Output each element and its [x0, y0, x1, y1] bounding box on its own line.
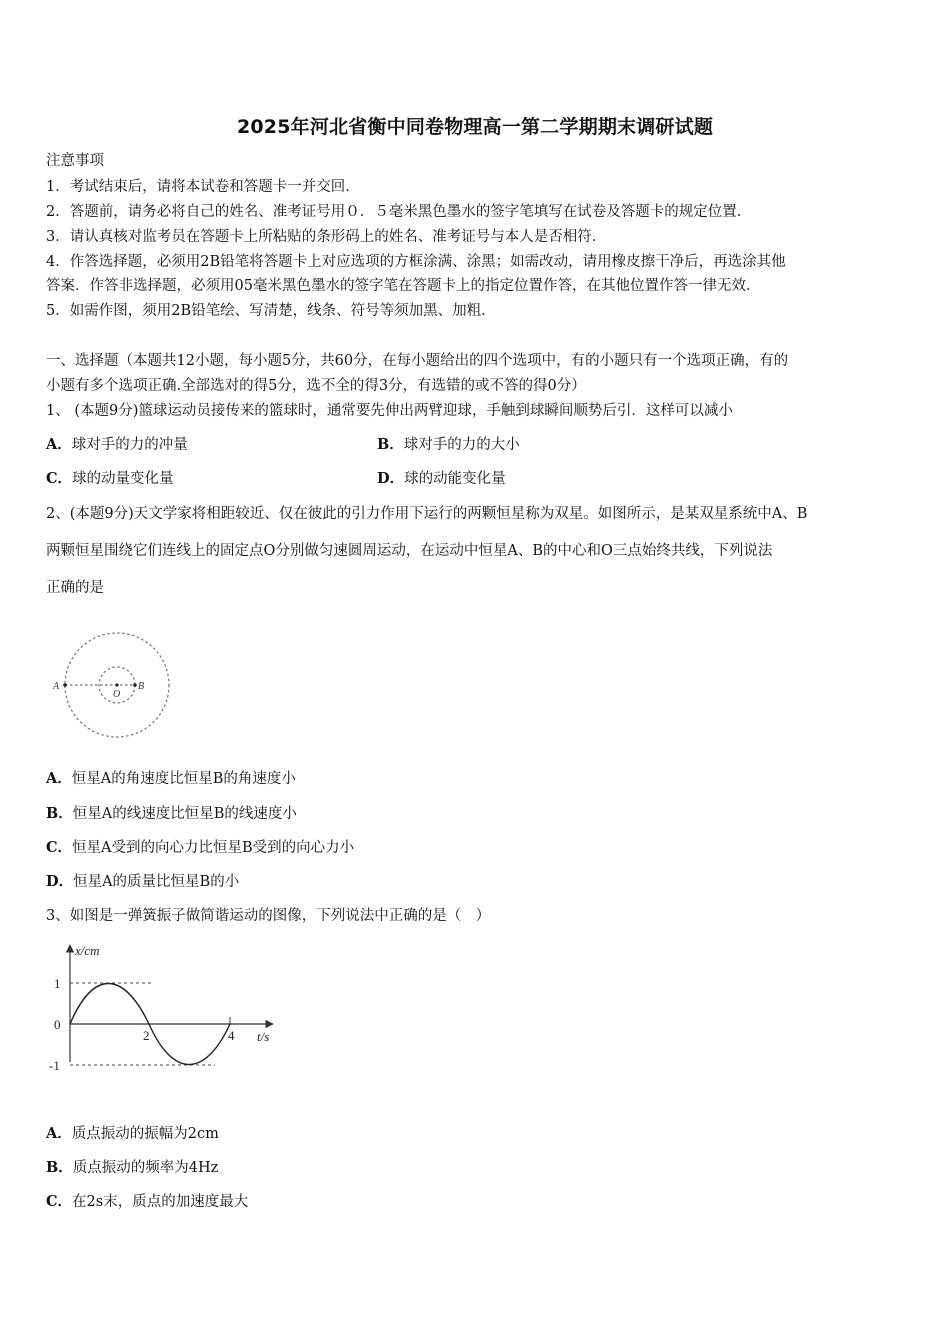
q2-stem-line-2: 两颗恒星围绕它们连线上的固定点O分别做匀速圆周运动，在运动中恒星A、B的中心和O三点始终共线，下列说法	[46, 543, 773, 559]
option-letter: C．	[46, 1193, 73, 1210]
tick-x-2: 2	[143, 1028, 150, 1043]
option-text: 球的动能变化量	[404, 471, 506, 487]
star-b	[133, 683, 137, 687]
tick-y-top: 1	[54, 976, 61, 991]
label-b: B	[138, 681, 145, 692]
page-title: 2025年河北省衡中同卷物理高一第二学期期末调研试题	[236, 116, 714, 138]
tick-y-bottom: -1	[49, 1058, 60, 1073]
option-text: 质点振动的频率为4Hz	[72, 1160, 219, 1176]
q1-stem: 1、 (本题9分)篮球运动员接传来的篮球时，通常要先伸出两臂迎球，手触到球瞬间顺势后引．这样可以减小	[46, 403, 733, 419]
option-letter: A．	[46, 436, 72, 453]
q2-option-b	[46, 805, 297, 823]
q1-option-a	[46, 436, 188, 454]
q1-option-b	[377, 436, 520, 454]
notice-item-3: 3．请认真核对监考员在答题卡上所粘贴的条形码上的姓名、准考证号与本人是否相符．	[46, 229, 607, 245]
option-letter: B．	[377, 436, 404, 453]
tick-x-4: 4	[228, 1028, 235, 1043]
label-a: A	[53, 681, 60, 692]
option-text: 球对手的力的冲量	[71, 437, 188, 453]
option-letter: B．	[46, 1159, 73, 1176]
notice-item-2: 2．答题前，请务必将自己的姓名、准考证号用０．５毫米黑色墨水的签字笔填写在试卷及答题卡的规定位置．	[46, 204, 752, 220]
option-letter: D．	[377, 470, 405, 487]
notice-item-4: 4．作答选择题，必须用2B铅笔将答题卡上对应选项的方框涂满、涂黑；如需改动，请用橡皮擦干净后，再选涂其他	[46, 254, 786, 270]
notice-item-1: 1．考试结束后，请将本试卷和答题卡一并交回．	[46, 179, 360, 195]
q1-option-d	[377, 470, 506, 488]
option-text: 质点振动的振幅为2cm	[71, 1126, 219, 1142]
option-letter: A．	[46, 1125, 72, 1142]
q2-option-c	[46, 839, 354, 857]
option-text: 恒星A的角速度比恒星B的角速度小	[71, 771, 296, 787]
option-text: 球对手的力的大小	[403, 437, 520, 453]
option-letter: C．	[46, 839, 73, 856]
binary-star-figure	[50, 615, 180, 755]
option-letter: B．	[46, 805, 73, 822]
option-letter: A．	[46, 770, 72, 787]
q2-option-a	[46, 770, 296, 788]
section-heading: 一、选择题（本题共12小题，每小题5分，共60分，在每小题给出的四个选项中，有的小题只有一个选项正确，有的	[46, 353, 789, 369]
option-letter: C．	[46, 470, 73, 487]
option-text: 恒星A受到的向心力比恒星B受到的向心力小	[72, 840, 355, 856]
x-axis-label: t/s	[257, 1029, 270, 1044]
option-letter: D．	[46, 873, 74, 890]
q3-option-b	[46, 1159, 218, 1177]
option-text: 恒星A的质量比恒星B的小	[73, 874, 240, 890]
label-o: O	[113, 689, 121, 700]
option-text: 在2s末，质点的加速度最大	[72, 1194, 249, 1210]
option-text: 恒星A的线速度比恒星B的线速度小	[72, 806, 297, 822]
tick-zero: 0	[54, 1017, 61, 1032]
notice-heading: 注意事项	[46, 153, 104, 169]
y-axis-label: x/cm	[75, 943, 100, 958]
notice-item-4-cont: 答案．作答非选择题，必须用05毫米黑色墨水的签字笔在答题卡上的指定位置作答，在其他位置作答一律无效．	[46, 278, 761, 294]
section-heading-cont: 小题有多个选项正确.全部选对的得5分，选不全的得3分，有选错的或不答的得0分）	[46, 378, 586, 394]
star-a	[63, 683, 67, 687]
q3-stem: 3、如图是一弹簧振子做简谐运动的图像，下列说法中正确的是（ ）	[46, 908, 491, 924]
shm-graph	[45, 937, 285, 1082]
notice-item-5: 5．如需作图，须用2B铅笔绘、写清楚，线条、符号等须加黑、加粗．	[46, 303, 496, 319]
q2-stem-line-1: 2、(本题9分)天文学家将相距较近、仅在彼此的引力作用下运行的两颗恒星称为双星。如图所示，是某双星系统中A、B	[46, 506, 808, 522]
q1-option-c	[46, 470, 174, 488]
q2-option-d	[46, 873, 239, 891]
center-o	[115, 683, 118, 686]
option-text: 球的动量变化量	[72, 471, 174, 487]
q3-option-a	[46, 1125, 219, 1143]
q2-stem-line-3: 正确的是	[46, 580, 104, 596]
q3-option-c	[46, 1193, 248, 1211]
